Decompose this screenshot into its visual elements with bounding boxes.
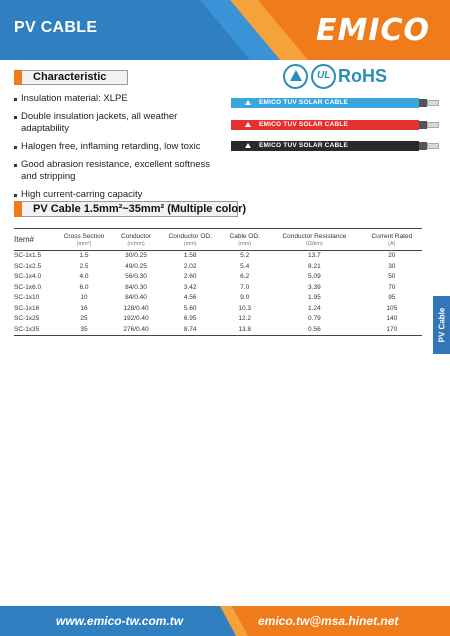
side-tab-label: PV Cable [437, 307, 446, 343]
cable-image-red [231, 120, 439, 130]
tuv-cert-icon [283, 64, 308, 89]
table-heading: PV Cable 1.5mm²~35mm² (Multiple color) [33, 203, 247, 215]
table-row: SC-1x1.5 1.5 30/0.25 1.58 5.2 13.7 20 [14, 252, 396, 259]
feature-item: Halogen free, inflaming retarding, low toxic [14, 141, 224, 153]
side-tab [433, 296, 450, 354]
warning-triangle-icon [245, 100, 251, 105]
cable-image-black [231, 141, 439, 151]
col-header-resistance: Conductor Resistance (Ω/km) [282, 232, 347, 247]
table-row: SC-1x6.0 6.0 84/0.30 3.42 7.0 3.39 70 [14, 283, 396, 291]
table-row: SC-1x16 16 128/0.40 5.60 10.3 1.24 105 [14, 304, 398, 312]
feature-item: Insulation material: XLPE [14, 93, 224, 105]
table-row: SC-1x25 25 192/0.40 6.95 12.2 0.79 140 [14, 315, 398, 322]
col-header-conductor: Conductor (n/mm) [121, 232, 152, 247]
table-row: SC-1x4.0 4.0 56/0.30 2.60 6.2 5.09 50 [14, 273, 396, 280]
table-header-row [14, 229, 422, 251]
rohs-logo: RoHS [338, 66, 387, 86]
col-header-current-rated: Current Rated (A) [371, 232, 413, 247]
warning-triangle-icon [245, 143, 251, 148]
characteristic-heading-box [14, 70, 128, 85]
table-row: SC-1x35 35 276/0.40 8.74 13.8 0.56 170 [14, 325, 422, 336]
footer-email[interactable]: emico.tw@msa.hinet.net [258, 614, 399, 628]
heading-accent-bar [14, 201, 22, 217]
feature-list [14, 93, 224, 207]
table-row: SC-1x2.5 2.5 49/0.25 2.02 5.4 8.21 30 [14, 262, 396, 270]
brand-logo: EMICO [315, 13, 430, 48]
ul-cert-icon: UL [311, 64, 336, 89]
cable-print-text: EMICO TUV SOLAR CABLE [259, 99, 349, 106]
cable-image-blue [231, 98, 439, 108]
header-banner [0, 0, 450, 60]
feature-item: Double insulation jackets, all weather adaptability [14, 111, 224, 135]
page-title: PV CABLE [14, 19, 98, 36]
cable-print-text: EMICO TUV SOLAR CABLE [259, 142, 349, 149]
heading-accent-bar [14, 70, 22, 85]
col-header-conductor-od: Conductor OD. (mm) [168, 232, 212, 247]
col-header-cross-section: Cross Section (mm²) [63, 232, 105, 247]
footer-banner [0, 606, 450, 636]
cable-print-text: EMICO TUV SOLAR CABLE [259, 121, 349, 128]
warning-triangle-icon [245, 122, 251, 127]
feature-item: High current-carring capacity [14, 189, 224, 201]
feature-item: Good abrasion resistance, excellent softness and stripping [14, 159, 224, 183]
characteristic-heading: Characteristic [33, 71, 107, 83]
col-header-cable-od: Cable OD. (mm) [229, 232, 260, 247]
footer-website[interactable]: www.emico-tw.com.tw [56, 614, 184, 628]
table-row: SC-1x10 10 84/0.40 4.56 9.0 1.95 95 [14, 294, 396, 301]
col-header-item: Item# [14, 235, 35, 244]
spec-table [14, 228, 422, 336]
table-heading-box [14, 201, 247, 217]
certification-logos [283, 64, 443, 90]
